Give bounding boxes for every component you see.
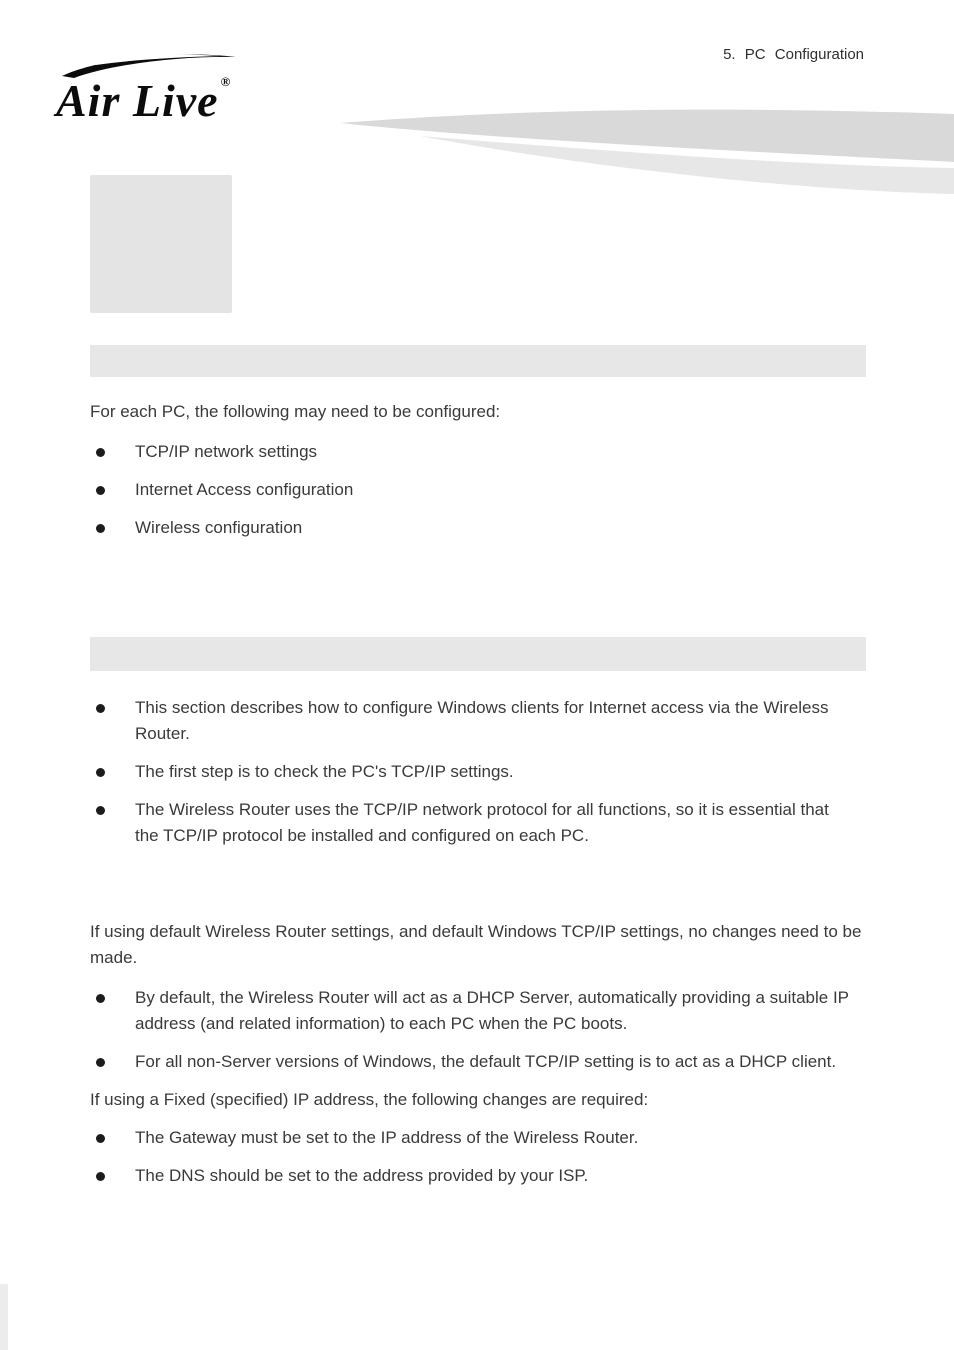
list-item-text: By default, the Wireless Router will act as a DHCP Server, automatically providing a suitable IP address (and related information) to each PC when the PC boots. bbox=[135, 988, 849, 1033]
list-item bbox=[90, 515, 866, 541]
bullet-icon bbox=[96, 768, 105, 777]
list-item bbox=[90, 477, 866, 503]
logo-text-live: Live bbox=[120, 75, 219, 126]
content-column bbox=[90, 345, 866, 1201]
section-heading-bar-1 bbox=[90, 345, 866, 377]
intro-bullet-list bbox=[90, 439, 866, 541]
list-item-text: The Wireless Router uses the TCP/IP network protocol for all functions, so it is essential that the TCP/IP protocol be installed and configured on each PC. bbox=[135, 800, 829, 845]
list-item-text: Wireless configuration bbox=[135, 518, 303, 537]
list-item-text: The DNS should be set to the address provided by your ISP. bbox=[135, 1166, 589, 1185]
bullet-icon bbox=[96, 1058, 105, 1067]
list-item bbox=[90, 439, 866, 465]
fixed-ip-bullet-list bbox=[90, 1125, 866, 1189]
list-item bbox=[90, 1125, 866, 1151]
chapter-number-box bbox=[90, 175, 232, 313]
default-settings-bullet-list bbox=[90, 985, 866, 1075]
list-item bbox=[90, 985, 866, 1037]
list-item bbox=[90, 759, 866, 785]
bullet-icon bbox=[96, 486, 105, 495]
bullet-icon bbox=[96, 524, 105, 533]
airlive-logo bbox=[56, 52, 286, 124]
bullet-icon bbox=[96, 806, 105, 815]
page-header-chapter: 5. PC Configuration bbox=[723, 46, 864, 63]
page-edge-strip bbox=[0, 1284, 8, 1350]
bullet-icon bbox=[96, 994, 105, 1003]
checking-bullet-list bbox=[90, 695, 866, 849]
list-item bbox=[90, 1163, 866, 1189]
list-item-text: TCP/IP network settings bbox=[135, 442, 318, 461]
bullet-icon bbox=[96, 448, 105, 457]
fixed-ip-paragraph: If using a Fixed (specified) IP address, the following changes are required: bbox=[90, 1090, 649, 1109]
list-item-text: Internet Access configuration bbox=[135, 480, 354, 499]
list-item-text: The first step is to check the PC's TCP/IP settings. bbox=[135, 762, 514, 781]
list-item-text: This section describes how to configure Windows clients for Internet access via the Wireless Router. bbox=[135, 698, 829, 743]
logo-text bbox=[56, 73, 286, 126]
logo-registered-mark: ® bbox=[220, 73, 232, 89]
bullet-icon bbox=[96, 1134, 105, 1143]
wave-decoration bbox=[340, 106, 954, 196]
section-heading-bar-2 bbox=[90, 637, 866, 671]
list-item bbox=[90, 695, 866, 747]
bullet-icon bbox=[96, 1172, 105, 1181]
default-settings-paragraph: If using default Wireless Router settings, and default Windows TCP/IP settings, no changes need to be made. bbox=[90, 922, 862, 967]
list-item bbox=[90, 797, 866, 849]
intro-lead: For each PC, the following may need to be configured: bbox=[90, 402, 501, 421]
list-item bbox=[90, 1049, 866, 1075]
bullet-icon bbox=[96, 704, 105, 713]
list-item-text: The Gateway must be set to the IP address of the Wireless Router. bbox=[135, 1128, 639, 1147]
logo-text-air: Air bbox=[56, 75, 121, 126]
list-item-text: For all non-Server versions of Windows, the default TCP/IP setting is to act as a DHCP client. bbox=[135, 1052, 837, 1071]
